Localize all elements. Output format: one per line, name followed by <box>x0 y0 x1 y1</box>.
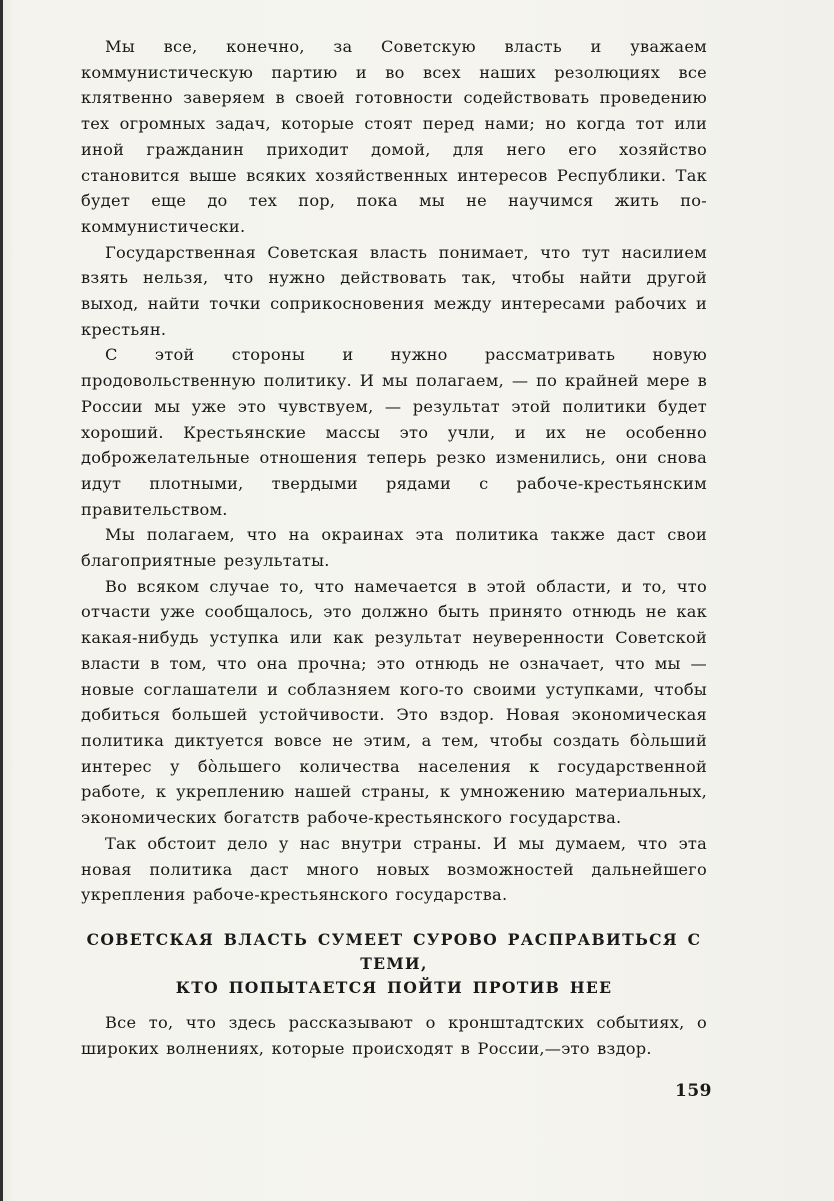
paragraph-1: Мы все, конечно, за Советскую власть и уважаем коммунистическую партию и во всех наших резолюциях все клятвенно заверяем в своей готовности содействовать проведению тех огромных задач, которые стоят перед нами; но когда тот или иной гражданин приходит домой, для него его хозяйство становится выше всяких хозяйственных интересов Республики. Так будет еще до тех пор, пока мы не научимся жить по-коммунистически. <box>81 37 707 236</box>
section-heading <box>81 928 707 1000</box>
section-heading-line-2: КТО ПОПЫТАЕТСЯ ПОЙТИ ПРОТИВ НЕЕ <box>175 977 613 997</box>
page-edge-shadow <box>0 0 3 1201</box>
closing-paragraph: Все то, что здесь рассказывают о кронштадтских событиях, о широких волнениях, которые происходят в России,—это вздор. <box>81 1012 707 1058</box>
paragraph-3: С этой стороны и нужно рассматривать новую продовольственную политику. И мы полагаем, — по крайней мере в России мы уже это чувствуем, — результат этой политики будет хороший. Крестьянские массы это учли, и их не особенно доброжелательные отношения теперь резко изменились, они снова идут плотными, твердыми рядами с рабоче-крестьянским правительством. <box>81 345 707 519</box>
page-text-block <box>81 34 707 1061</box>
page-number: 159 <box>675 1081 712 1101</box>
paragraph-5: Во всяком случае то, что намечается в этой области, и то, что отчасти уже сообщалось, это должно быть принято отнюдь не как какая-нибудь уступка или как результат неуверенности Советской власти в том, что она прочна; это отнюдь не означает, что мы — новые соглашатели и соблазняем кого-то своими уступками, чтобы добиться большей устойчивости. Это вздор. Новая экономическая политика диктуется вовсе не этим, а тем, чтобы создать бо̀льший интерес у бо̀льшего количества населения к государственной работе, к укреплению нашей страны, к умножению материальных, экономических богатств рабоче-крестьянского государства. <box>81 576 707 828</box>
paragraph-2: Государственная Советская власть понимает, что тут насилием взять нельзя, что нужно действовать так, чтобы найти другой выход, найти точки соприкосновения между интересами рабочих и крестьян. <box>81 242 707 339</box>
paragraph-4: Мы полагаем, что на окраинах эта политика также даст свои благоприятные результаты. <box>81 525 707 571</box>
paragraph-6: Так обстоит дело у нас внутри страны. И мы думаем, что эта новая политика даст много новых возможностей дальнейшего укрепления рабоче-крестьянского государства. <box>81 833 707 905</box>
section-heading-line-1: СОВЕТСКАЯ ВЛАСТЬ СУМЕЕТ СУРОВО РАСПРАВИТЬСЯ С ТЕМИ, <box>86 929 702 973</box>
